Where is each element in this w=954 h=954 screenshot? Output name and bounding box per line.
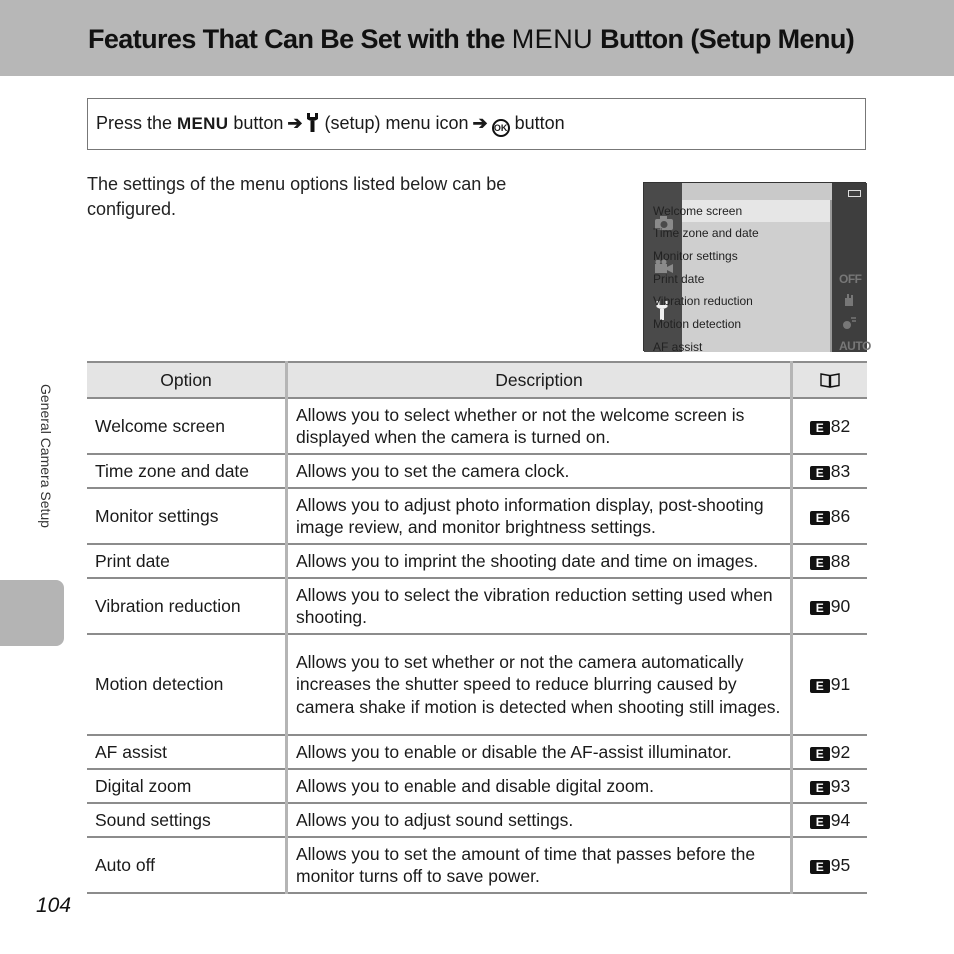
table-row bbox=[87, 634, 867, 735]
procedure-box bbox=[87, 98, 866, 150]
section-side-label bbox=[36, 384, 56, 584]
option-description: Allows you to adjust sound settings. bbox=[287, 803, 792, 837]
page-reference bbox=[792, 634, 868, 735]
screen-menu-item: Vibration reduction bbox=[653, 294, 753, 308]
screen-status-off: OFF bbox=[839, 272, 862, 286]
title-text-start: Features That Can Be Set with the bbox=[88, 24, 512, 54]
page-reference bbox=[792, 544, 868, 578]
screen-header-bar bbox=[682, 183, 832, 200]
camera-screen-illustration bbox=[643, 182, 871, 354]
motion-detection-icon bbox=[841, 316, 857, 330]
side-label-text: General Camera Setup bbox=[38, 384, 54, 528]
screen-status-auto: AUTO bbox=[839, 339, 871, 353]
header-reference bbox=[792, 362, 868, 398]
option-name: Welcome screen bbox=[87, 398, 287, 454]
table-header-row bbox=[87, 362, 867, 398]
option-name: Digital zoom bbox=[87, 769, 287, 803]
option-name: Time zone and date bbox=[87, 454, 287, 488]
page-reference bbox=[792, 735, 868, 769]
e-reference-icon: E bbox=[810, 679, 830, 693]
procedure-text: Press the bbox=[96, 113, 178, 133]
page-title bbox=[88, 24, 854, 55]
option-name: Sound settings bbox=[87, 803, 287, 837]
reference-page: 92 bbox=[830, 741, 851, 762]
page-reference bbox=[792, 488, 868, 544]
option-name: Auto off bbox=[87, 837, 287, 893]
e-reference-icon: E bbox=[810, 815, 830, 829]
header-description: Description bbox=[287, 362, 792, 398]
screen-menu-item: Time zone and date bbox=[653, 226, 759, 240]
section-thumb-tab bbox=[0, 580, 64, 646]
arrow-icon: ➔ bbox=[472, 113, 488, 133]
option-description: Allows you to select the vibration reduction setting used when shooting. bbox=[287, 578, 792, 634]
screen-menu-item: Welcome screen bbox=[653, 204, 743, 218]
setup-options-table bbox=[87, 361, 867, 894]
e-reference-icon: E bbox=[810, 747, 830, 761]
screen-menu-item: Print date bbox=[653, 272, 705, 286]
e-reference-icon: E bbox=[810, 511, 830, 525]
e-reference-icon: E bbox=[810, 421, 830, 435]
page-number: 104 bbox=[36, 894, 72, 917]
table-row bbox=[87, 488, 867, 544]
reference-page: 86 bbox=[830, 505, 851, 526]
table-row bbox=[87, 837, 867, 893]
procedure-text: button bbox=[228, 113, 284, 133]
e-reference-icon: E bbox=[810, 860, 830, 874]
reference-page: 94 bbox=[830, 809, 851, 830]
header-option: Option bbox=[87, 362, 287, 398]
battery-icon bbox=[848, 190, 861, 197]
reference-page: 91 bbox=[830, 674, 851, 695]
option-description: Allows you to set the camera clock. bbox=[287, 454, 792, 488]
book-icon bbox=[820, 373, 840, 388]
option-description: Allows you to adjust photo information display, post-shooting image review, and monitor brightness settings. bbox=[287, 488, 792, 544]
option-description: Allows you to select whether or not the welcome screen is displayed when the camera is turned on. bbox=[287, 398, 792, 454]
page-reference bbox=[792, 398, 868, 454]
page-reference bbox=[792, 578, 868, 634]
option-description: Allows you to imprint the shooting date and time on images. bbox=[287, 544, 792, 578]
ok-button-icon: OK bbox=[492, 119, 510, 137]
option-name: Monitor settings bbox=[87, 488, 287, 544]
reference-page: 82 bbox=[830, 415, 851, 436]
option-description: Allows you to enable or disable the AF-assist illuminator. bbox=[287, 735, 792, 769]
option-name: Vibration reduction bbox=[87, 578, 287, 634]
screen-scrollbar bbox=[830, 200, 832, 352]
page-reference bbox=[792, 803, 868, 837]
option-description: Allows you to enable and disable digital zoom. bbox=[287, 769, 792, 803]
menu-button-glyph: MENU bbox=[177, 114, 229, 133]
page-reference bbox=[792, 454, 868, 488]
intro-text: The settings of the menu options listed below can be configured. bbox=[87, 174, 507, 219]
screen-menu-item: AF assist bbox=[653, 340, 703, 354]
table-row bbox=[87, 735, 867, 769]
page-reference bbox=[792, 837, 868, 893]
table-row bbox=[87, 398, 867, 454]
option-description: Allows you to set whether or not the camera automatically increases the shutter speed to reduce blurring caused by camera shake if motion is detected when shooting still images. bbox=[287, 634, 792, 735]
e-reference-icon: E bbox=[810, 556, 830, 570]
screen-menu-item: Motion detection bbox=[653, 317, 742, 331]
reference-page: 93 bbox=[830, 775, 851, 796]
e-reference-icon: E bbox=[810, 466, 830, 480]
vr-hand-icon bbox=[841, 293, 857, 307]
option-name: Print date bbox=[87, 544, 287, 578]
menu-word: MENU bbox=[511, 24, 594, 54]
option-name: Motion detection bbox=[87, 634, 287, 735]
table-row bbox=[87, 803, 867, 837]
reference-page: 90 bbox=[830, 595, 851, 616]
table-row bbox=[87, 544, 867, 578]
table-row bbox=[87, 578, 867, 634]
reference-page: 88 bbox=[830, 550, 851, 571]
screen-menu-item: Monitor settings bbox=[653, 249, 738, 263]
page-reference bbox=[792, 769, 868, 803]
option-description: Allows you to set the amount of time that passes before the monitor turns off to save power. bbox=[287, 837, 792, 893]
table-row bbox=[87, 454, 867, 488]
e-reference-icon: E bbox=[810, 601, 830, 615]
reference-page: 83 bbox=[830, 460, 851, 481]
procedure-text: button bbox=[509, 113, 565, 133]
e-reference-icon: E bbox=[810, 781, 830, 795]
reference-page: 95 bbox=[830, 854, 851, 875]
wrench-icon bbox=[306, 112, 319, 132]
arrow-icon: ➔ bbox=[287, 113, 303, 133]
procedure-text: (setup) menu icon bbox=[319, 113, 469, 133]
title-text-end: Button (Setup Menu) bbox=[593, 24, 855, 54]
table-row bbox=[87, 769, 867, 803]
option-name: AF assist bbox=[87, 735, 287, 769]
